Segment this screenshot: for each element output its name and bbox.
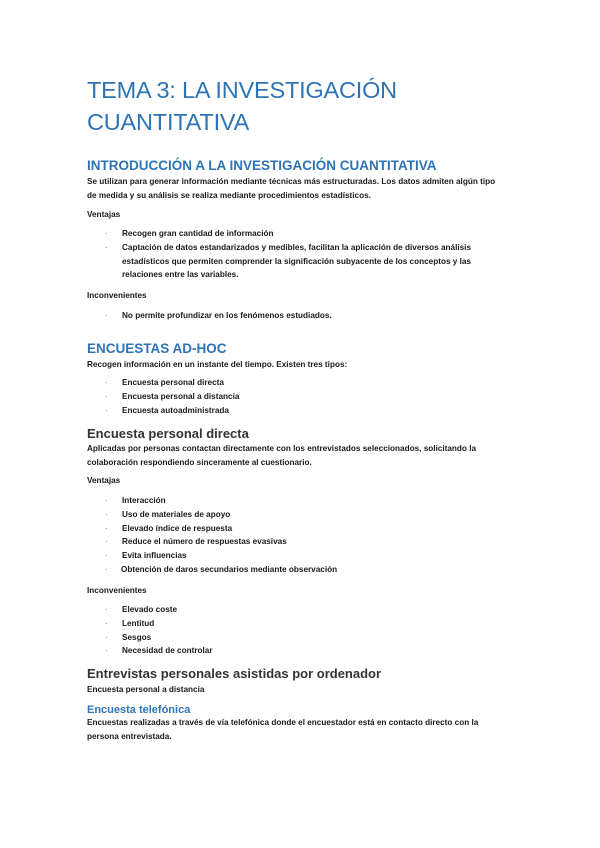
bullet-icon: ·: [105, 378, 108, 387]
list-item: · Encuesta personal directa: [87, 376, 517, 390]
personal-directa-ventajas-list: [87, 494, 517, 577]
bullet-icon: ·: [105, 229, 108, 238]
encuestas-tipos-list: [87, 376, 517, 417]
intro-inconvenientes-label: Inconvenientes: [87, 291, 147, 300]
list-item: · No permite profundizar en los fenómenos estudiados.: [87, 309, 517, 323]
bullet-icon: ·: [105, 564, 108, 574]
personal-directa-ventajas-label: Ventajas: [87, 476, 121, 485]
entrevistas-paragraph: Encuesta personal a distancia: [87, 685, 205, 694]
list-item: · Encuesta personal a distancia: [87, 390, 517, 404]
personal-directa-paragraph: Aplicadas por personas contactan directamente con los entrevistados seleccionados, solicitando la colaboración respondiendo sinceramente al cuestionario.: [87, 444, 477, 467]
section-heading-introduccion: INTRODUCCIÓN A LA INVESTIGACIÓN CUANTITATIVA: [87, 158, 437, 173]
list-item: · Uso de materiales de apoyo: [87, 508, 517, 522]
intro-inconvenientes-list: [87, 309, 517, 323]
bullet-icon: ·: [105, 551, 108, 561]
bullet-icon: ·: [105, 632, 108, 642]
personal-directa-inconvenientes-list: [87, 603, 517, 658]
list-item: · Elevado índice de respuesta: [87, 522, 517, 536]
intro-paragraph: Se utilizan para generar información mediante técnicas más estructuradas. Los datos admiten algún tipo de medida y su análisis se realiza mediante procedimientos estadísticos.: [87, 177, 496, 200]
bullet-icon: ·: [105, 509, 108, 519]
list-item: · Necesidad de controlar: [87, 644, 517, 658]
bullet-icon: ·: [105, 523, 108, 533]
bullet-icon: ·: [105, 646, 108, 656]
bullet-icon: ·: [105, 496, 108, 505]
bullet-icon: ·: [105, 618, 108, 628]
section-heading-encuestas: ENCUESTAS AD-HOC: [87, 341, 227, 356]
bullet-icon: ·: [105, 605, 108, 614]
bullet-icon: ·: [105, 537, 108, 547]
list-item: · Encuesta autoadministrada: [87, 404, 517, 418]
telefonica-paragraph: Encuestas realizadas a través de vía telefónica donde el encuestador está en contacto directo con la persona entrevistada.: [87, 718, 479, 741]
intro-ventajas-label: Ventajas: [87, 210, 121, 219]
list-item: · Sesgos: [87, 631, 517, 645]
list-item: · Evita influencias: [87, 549, 517, 563]
list-item: · Elevado coste: [87, 603, 517, 617]
bullet-icon: ·: [105, 391, 108, 401]
bullet-icon: ·: [105, 242, 108, 252]
document-title: TEMA 3: LA INVESTIGACIÓN CUANTITATIVA: [87, 77, 397, 135]
list-item: · Interacción: [87, 494, 517, 508]
bullet-icon: ·: [105, 405, 108, 415]
list-item: · Recogen gran cantidad de información: [87, 227, 517, 241]
list-item: · Reduce el número de respuestas evasivas: [87, 535, 517, 549]
list-item: · Lentitud: [87, 617, 517, 631]
subheading-entrevistas-ordenador: Entrevistas personales asistidas por ordenador: [87, 666, 382, 681]
subheading-personal-directa: Encuesta personal directa: [87, 426, 249, 441]
intro-ventajas-list: [87, 227, 517, 282]
encuestas-paragraph: Recogen información en un instante del tiempo. Existen tres tipos:: [87, 360, 348, 369]
bullet-icon: ·: [105, 311, 108, 320]
personal-directa-inconvenientes-label: Inconvenientes: [87, 586, 147, 595]
list-item: · Obtención de daros secundarios mediante observación: [87, 563, 517, 577]
subheading-encuesta-telefonica: Encuesta telefónica: [87, 704, 191, 716]
list-item: · Captación de datos estandarizados y medibles, facilitan la aplicación de diversos análisis estadísticos que permiten comprender la significación subyacente de los conceptos y las relaciones entre las variables.: [105, 242, 472, 280]
